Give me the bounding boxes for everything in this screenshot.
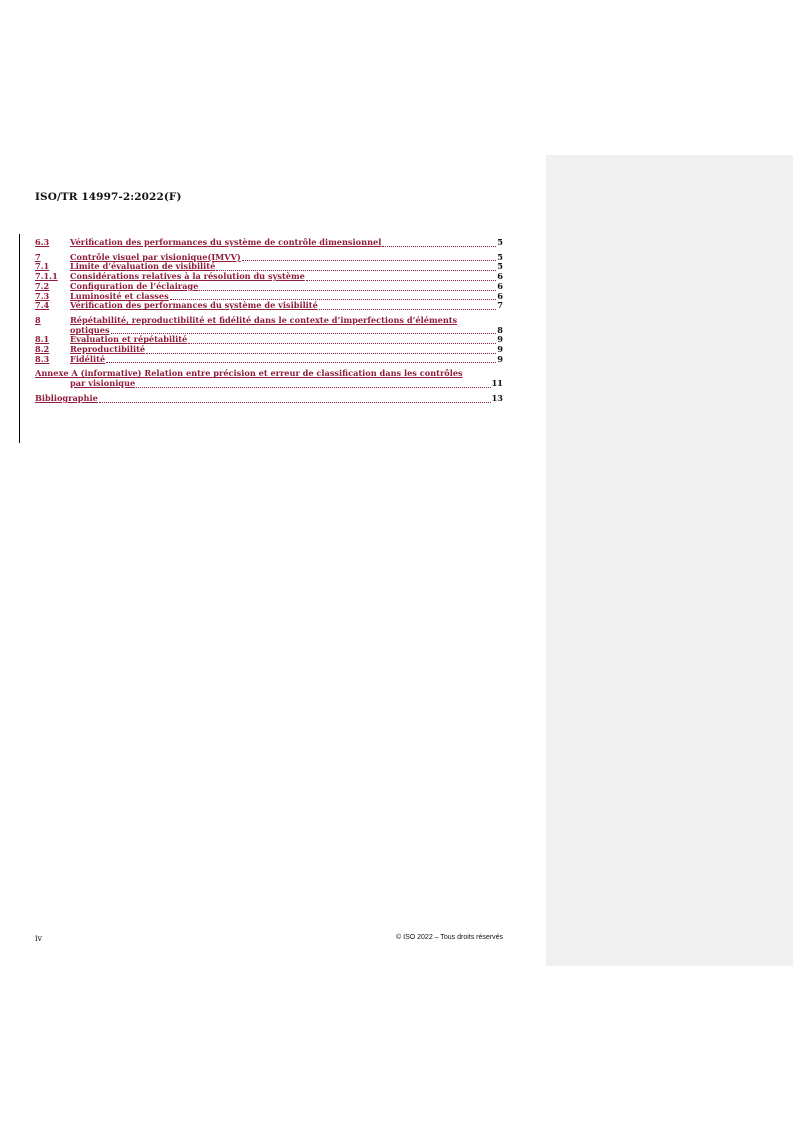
toc-page: 13 xyxy=(491,392,503,403)
toc-number: 6.3 xyxy=(35,237,50,247)
toc-leader xyxy=(306,278,496,281)
toc-page: 6 xyxy=(497,271,503,282)
toc-page: 5 xyxy=(497,237,503,247)
toc-entry-7-4[interactable] xyxy=(35,301,503,311)
toc-entry-8[interactable] xyxy=(35,316,503,335)
toc-page: 9 xyxy=(497,344,503,355)
toc-number: 7.4 xyxy=(35,300,50,311)
toc-leader xyxy=(99,400,491,403)
toc-page: 5 xyxy=(497,251,503,262)
toc-title: Vérification des performances du système de visibilité xyxy=(70,300,318,311)
toc-title-line-2: optiques xyxy=(70,324,110,335)
toc-entry-bibliographie[interactable] xyxy=(35,394,503,404)
toc-leader xyxy=(188,341,496,344)
toc-leader xyxy=(199,288,496,291)
toc-title: Luminosité et classes xyxy=(70,290,169,301)
toc-title: Reproductibilité xyxy=(70,344,146,355)
toc-title: Considérations relatives à la résolution du système xyxy=(70,271,305,282)
toc-number: 8 xyxy=(35,314,41,325)
toc-entry-8-3[interactable] xyxy=(35,355,503,365)
toc-leader xyxy=(242,258,497,261)
toc-page: 8 xyxy=(497,324,503,335)
toc-leader xyxy=(136,385,490,388)
toc-number: 8.2 xyxy=(35,344,50,355)
toc-number: 7 xyxy=(35,251,41,262)
toc-title: Fidélité xyxy=(70,353,106,364)
toc-title-line-1: Répétabilité, reproductibilité et fidélité dans le contexte d’imperfections d’éléments xyxy=(70,314,458,325)
toc-title: Limite d’évaluation de visibilité xyxy=(70,261,216,272)
toc-leader xyxy=(146,351,496,354)
toc-leader xyxy=(106,360,496,363)
toc-page: 7 xyxy=(497,300,503,311)
comment-pane xyxy=(546,155,793,966)
change-bar xyxy=(19,234,20,443)
table-of-contents xyxy=(35,238,503,404)
document-header: ISO/TR 14997-2:2022(F) xyxy=(35,191,182,203)
toc-entry-8-2[interactable] xyxy=(35,345,503,355)
toc-number: 7.1.1 xyxy=(35,271,58,282)
footer-copyright: © ISO 2022 – Tous droits réservés xyxy=(396,934,503,941)
toc-entry-annex-a[interactable] xyxy=(35,369,503,388)
toc-number: 8.1 xyxy=(35,334,50,345)
toc-page: 6 xyxy=(497,280,503,291)
toc-number: 8.3 xyxy=(35,353,50,364)
toc-page: 9 xyxy=(497,334,503,345)
toc-title-line-1: Annexe A (informative) Relation entre précision et erreur de classification dans les contrôles xyxy=(35,368,463,379)
toc-leader xyxy=(382,244,496,247)
toc-page: 5 xyxy=(497,261,503,272)
toc-leader xyxy=(319,307,497,310)
toc-number: 7.2 xyxy=(35,280,50,291)
toc-title: Bibliographie xyxy=(35,392,98,403)
toc-title: Contrôle visuel par visionique(IMVV) xyxy=(70,251,241,262)
toc-title: Configuration de l’éclairage xyxy=(70,280,199,291)
toc-title: Vérification des performances du système de contrôle dimensionnel xyxy=(70,237,382,247)
toc-number: 7.3 xyxy=(35,290,50,301)
toc-number: 7.1 xyxy=(35,261,50,272)
toc-entry-6-3[interactable] xyxy=(35,238,503,248)
toc-page: 11 xyxy=(491,378,503,389)
toc-title: Évaluation et répétabilité xyxy=(70,334,188,345)
footer-page-number: iv xyxy=(35,934,43,943)
toc-page: 9 xyxy=(497,353,503,364)
toc-page: 6 xyxy=(497,290,503,301)
toc-title-line-2: par visionique xyxy=(70,378,136,389)
